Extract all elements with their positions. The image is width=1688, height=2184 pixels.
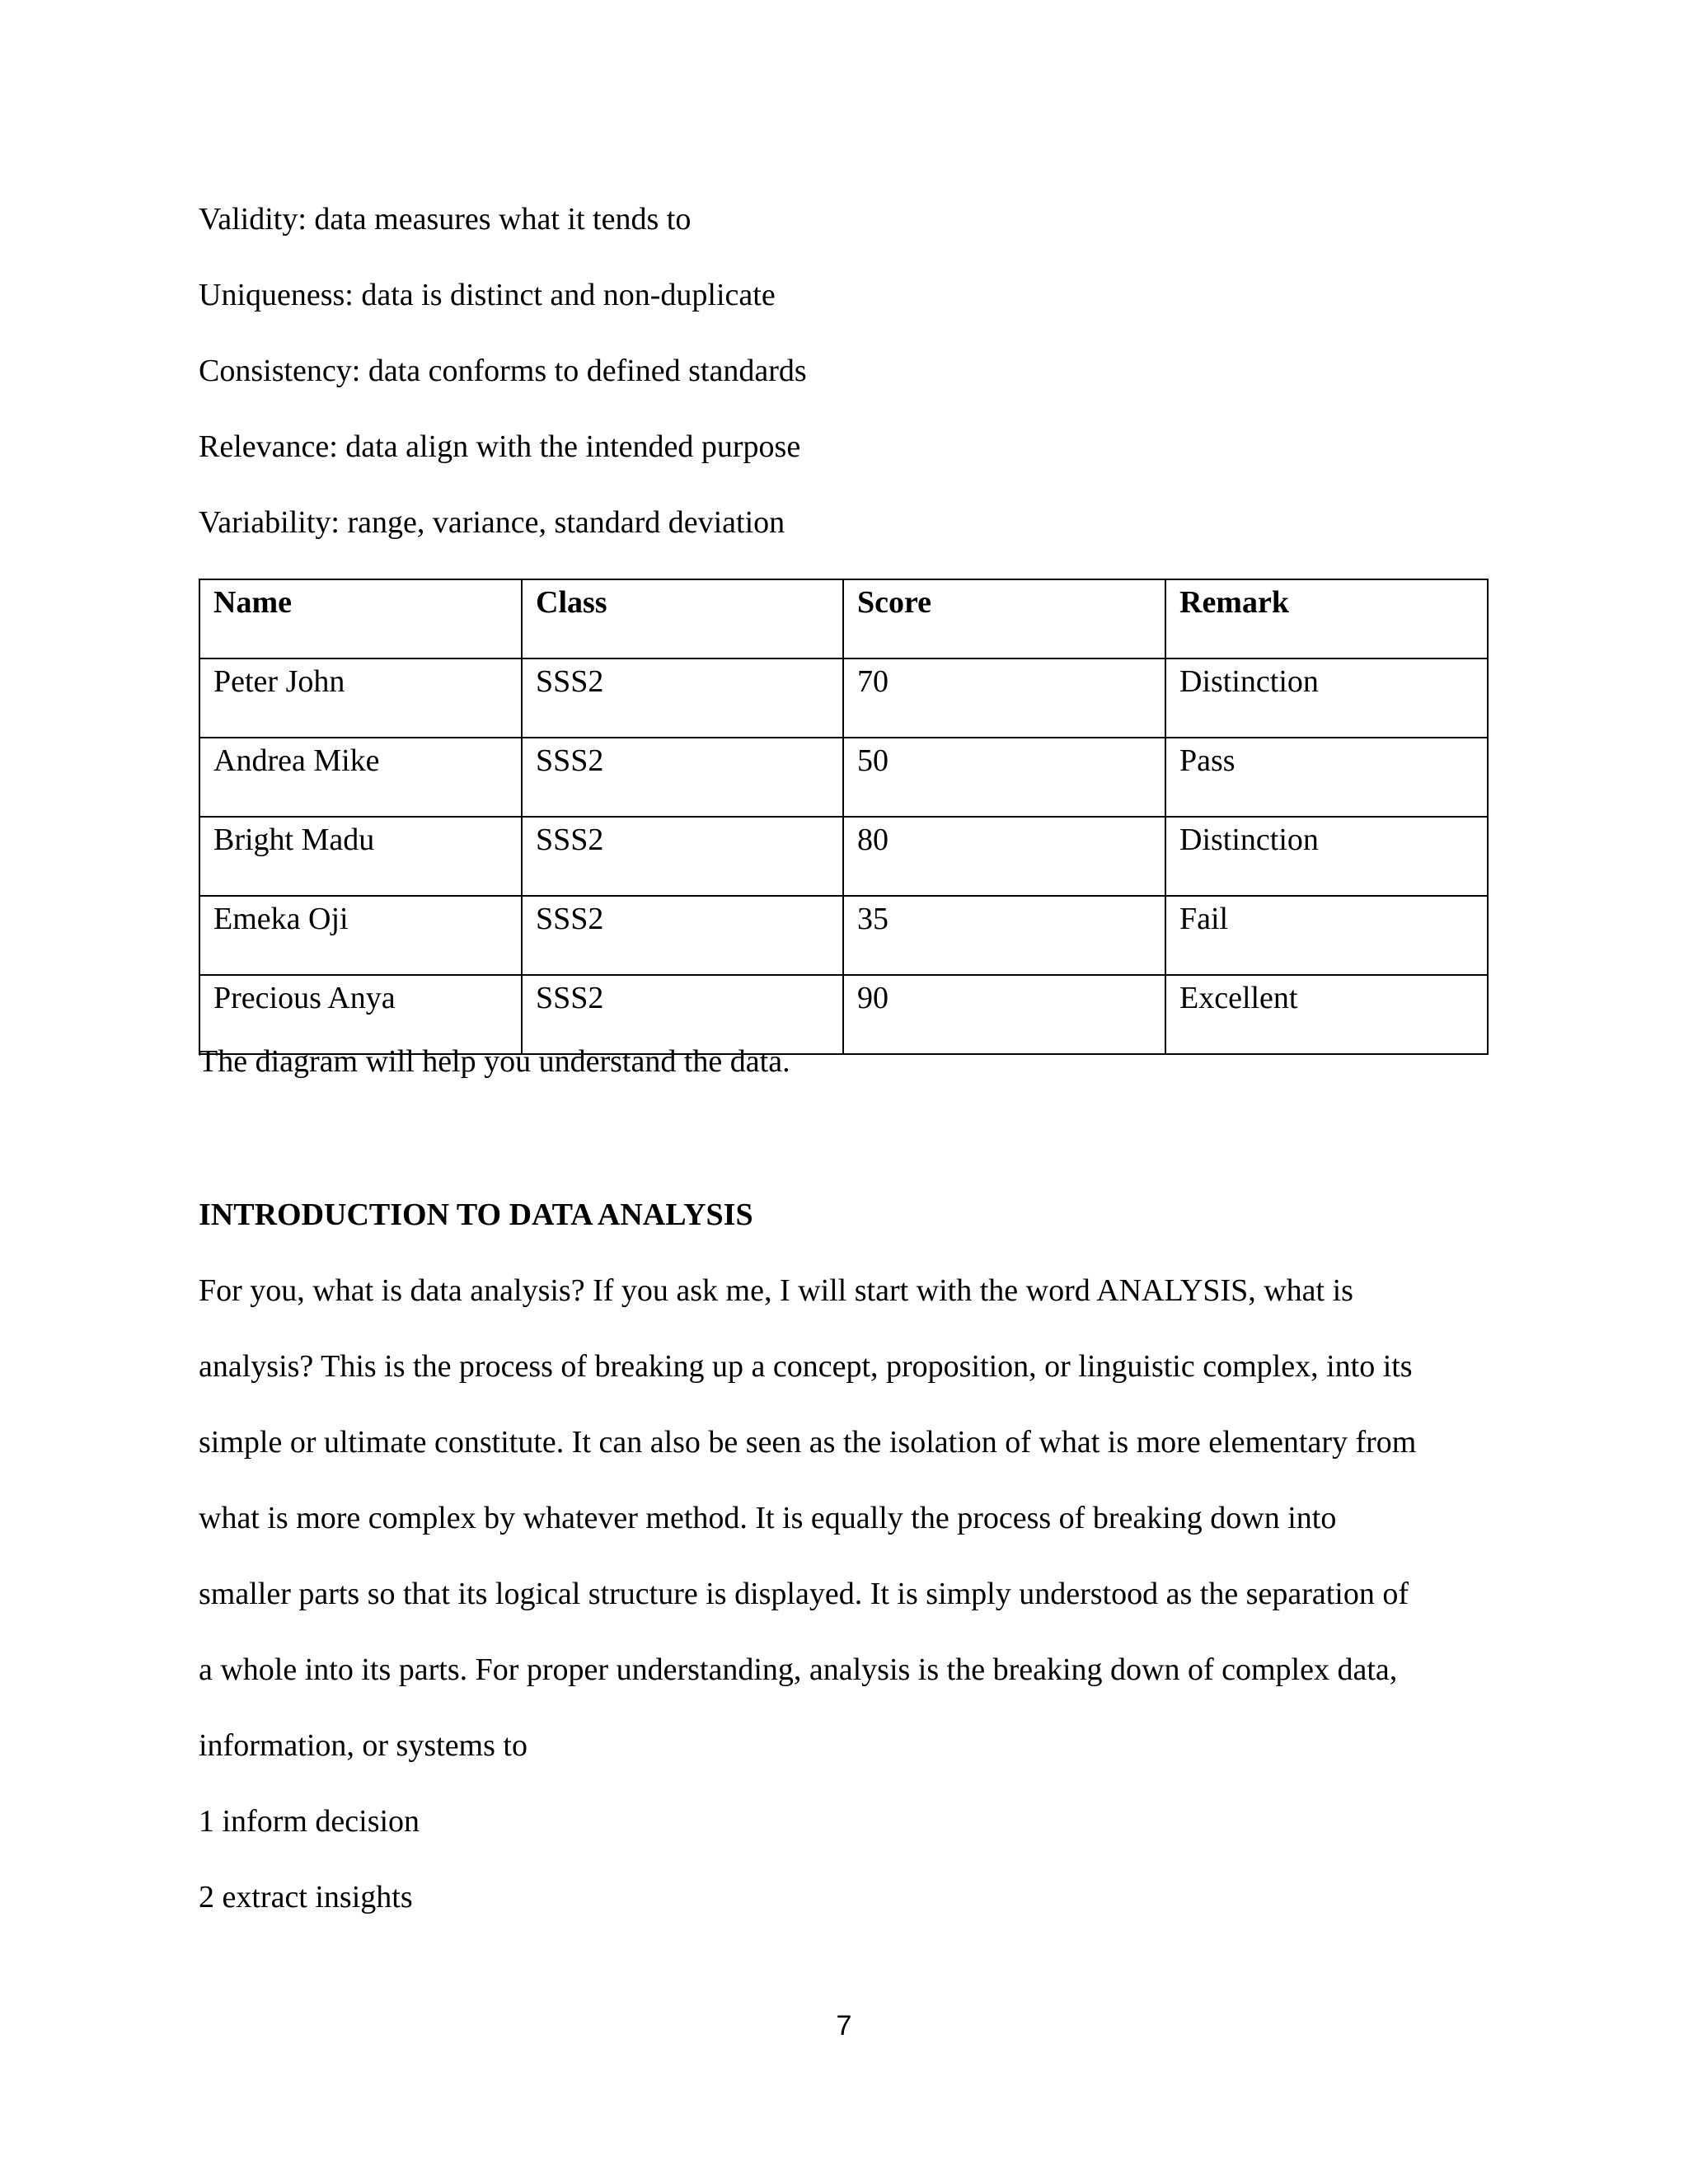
header-remark: Remark xyxy=(1165,579,1488,658)
table-caption: The diagram will help you understand the data. xyxy=(199,1044,790,1079)
cell-class: SSS2 xyxy=(522,817,843,896)
cell-remark: Pass xyxy=(1165,738,1488,817)
cell-class: SSS2 xyxy=(522,738,843,817)
cell-name: Andrea Mike xyxy=(199,738,522,817)
cell-remark: Fail xyxy=(1165,896,1488,975)
cell-remark: Excellent xyxy=(1165,975,1488,1054)
student-score-table xyxy=(199,579,1489,1055)
section-heading: INTRODUCTION TO DATA ANALYSIS xyxy=(199,1197,753,1232)
cell-class: SSS2 xyxy=(522,975,843,1054)
cell-score: 50 xyxy=(843,738,1165,817)
table-header-row xyxy=(199,579,1488,658)
cell-class: SSS2 xyxy=(522,896,843,975)
page-number: 7 xyxy=(836,2010,852,2041)
cell-remark: Distinction xyxy=(1165,817,1488,896)
cell-score: 90 xyxy=(843,975,1165,1054)
paragraph-line: information, or systems to xyxy=(199,1728,528,1763)
cell-class: SSS2 xyxy=(522,658,843,738)
paragraph-line: simple or ultimate constitute. It can also be seen as the isolation of what is more elementary from xyxy=(199,1425,1417,1460)
quality-item-validity: Validity: data measures what it tends to xyxy=(199,202,692,237)
table-row xyxy=(199,738,1488,817)
quality-item-consistency: Consistency: data conforms to defined standards xyxy=(199,354,807,388)
table-row xyxy=(199,896,1488,975)
cell-score: 80 xyxy=(843,817,1165,896)
paragraph-line: analysis? This is the process of breaking up a concept, proposition, or linguistic complex, into its xyxy=(199,1349,1413,1384)
header-score: Score xyxy=(843,579,1165,658)
paragraph-line: smaller parts so that its logical structure is displayed. It is simply understood as the separation of xyxy=(199,1577,1409,1611)
paragraph-line: what is more complex by whatever method. It is equally the process of breaking down into xyxy=(199,1501,1337,1535)
header-class: Class xyxy=(522,579,843,658)
cell-name: Emeka Oji xyxy=(199,896,522,975)
numbered-item: 1 inform decision xyxy=(199,1804,420,1839)
paragraph-line: For you, what is data analysis? If you ask me, I will start with the word ANALYSIS, what is xyxy=(199,1273,1353,1308)
cell-score: 35 xyxy=(843,896,1165,975)
cell-score: 70 xyxy=(843,658,1165,738)
numbered-item: 2 extract insights xyxy=(199,1880,413,1915)
header-name: Name xyxy=(199,579,522,658)
cell-name: Precious Anya xyxy=(199,975,522,1054)
cell-name: Bright Madu xyxy=(199,817,522,896)
cell-name: Peter John xyxy=(199,658,522,738)
quality-item-relevance: Relevance: data align with the intended purpose xyxy=(199,429,801,464)
cell-remark: Distinction xyxy=(1165,658,1488,738)
quality-item-variability: Variability: range, variance, standard deviation xyxy=(199,505,785,540)
quality-item-uniqueness: Uniqueness: data is distinct and non-duplicate xyxy=(199,278,776,312)
table-row xyxy=(199,658,1488,738)
paragraph-line: a whole into its parts. For proper understanding, analysis is the breaking down of complex data, xyxy=(199,1652,1398,1687)
table-row xyxy=(199,817,1488,896)
